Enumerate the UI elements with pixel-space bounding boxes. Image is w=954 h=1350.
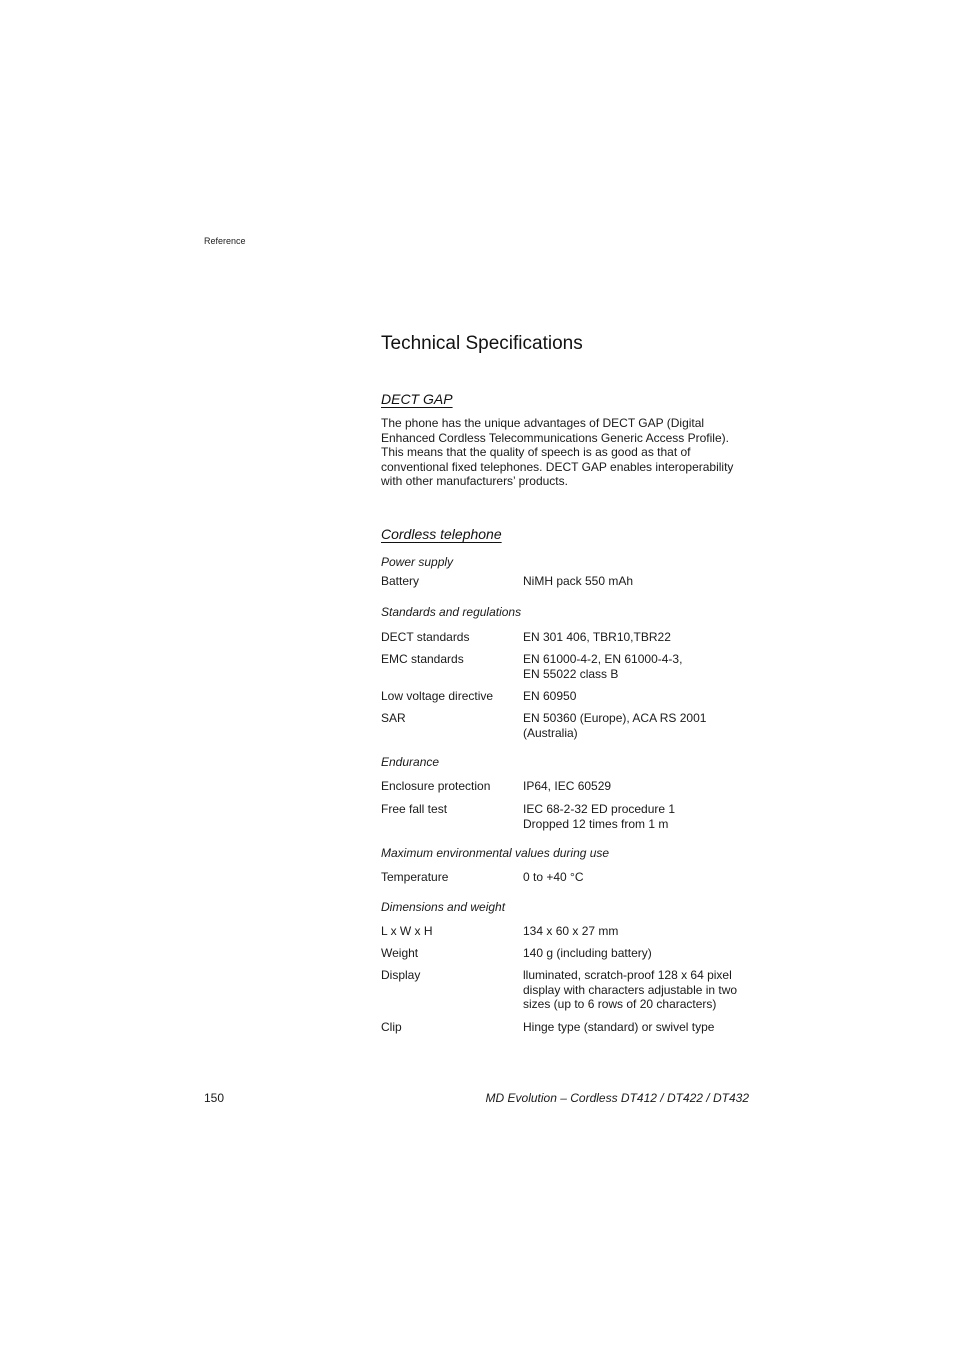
dect-gap-paragraph: The phone has the unique advantages of DECT GAP (Digital Enhanced Cordless Telecommunications Generic Access Profile). This means that the quality of speech is as good as that of conventional fixed telephones. DECT GAP enables interoperability with other manufacturers’ products.: [381, 416, 734, 489]
spec-key: DECT standards: [381, 630, 470, 644]
group-title-standards: Standards and regulations: [381, 605, 522, 619]
spec-value: NiMH pack 550 mAh: [523, 574, 634, 588]
spec-key: Weight: [381, 946, 419, 960]
spec-key: L x W x H: [381, 924, 433, 938]
spec-key: EMC standards: [381, 652, 464, 666]
group-title-power-supply: Power supply: [381, 555, 454, 569]
group-title-dimensions: Dimensions and weight: [381, 900, 506, 914]
document-title: MD Evolution – Cordless DT412 / DT422 / DT432: [485, 1091, 749, 1105]
page-title: Technical Specifications: [381, 333, 583, 354]
group-title-environment: Maximum environmental values during use: [381, 846, 610, 860]
group-title-endurance: Endurance: [381, 755, 440, 769]
spec-key: Free fall test: [381, 802, 448, 816]
spec-value: lluminated, scratch-proof 128 x 64 pixel display with characters adjustable in two sizes (up to 6 rows of 20 characters): [523, 968, 738, 1012]
spec-key: Clip: [381, 1020, 402, 1034]
spec-key: Temperature: [381, 870, 449, 884]
section-label: Reference: [204, 236, 246, 246]
spec-value: EN 61000-4-2, EN 61000-4-3, EN 55022 class B: [523, 652, 683, 681]
spec-value: EN 301 406, TBR10,TBR22: [523, 630, 671, 644]
spec-key: Battery: [381, 574, 420, 588]
spec-key: Low voltage directive: [381, 689, 494, 703]
spec-value: IP64, IEC 60529: [523, 779, 612, 793]
page-number: 150: [204, 1091, 225, 1105]
spec-key: Enclosure protection: [381, 779, 491, 793]
spec-value: 140 g (including battery): [523, 946, 652, 960]
spec-value: 134 x 60 x 27 mm: [523, 924, 619, 938]
spec-value: 0 to +40 °C: [523, 870, 584, 884]
spec-value: EN 60950: [523, 689, 577, 703]
spec-value: EN 50360 (Europe), ACA RS 2001 (Australia): [523, 711, 707, 740]
dect-gap-heading: DECT GAP: [381, 391, 453, 407]
cordless-heading: Cordless telephone: [381, 526, 502, 542]
spec-value: IEC 68-2-32 ED procedure 1 Dropped 12 times from 1 m: [523, 802, 676, 831]
spec-key: Display: [381, 968, 421, 982]
spec-key: SAR: [381, 711, 406, 725]
spec-value: Hinge type (standard) or swivel type: [523, 1020, 715, 1034]
